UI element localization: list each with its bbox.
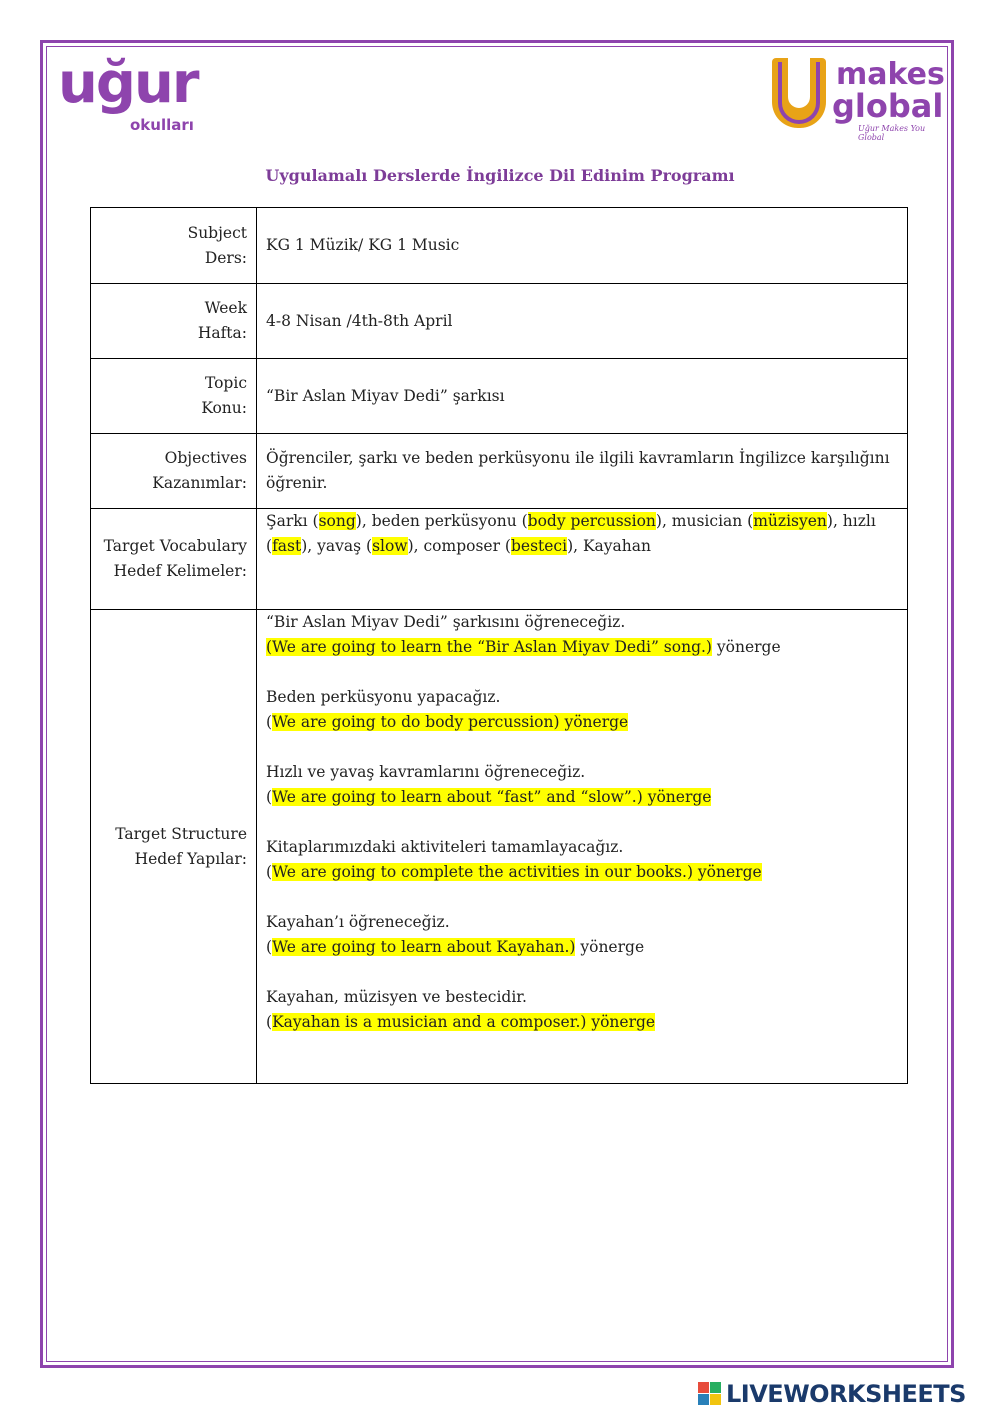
structure-tr: Kayahan, müzisyen ve bestecidir. — [266, 988, 527, 1006]
ugur-okullari-logo — [58, 51, 218, 142]
row-vocabulary — [91, 509, 908, 610]
structure-en-post: yönerge — [711, 638, 781, 656]
structure-en — [266, 785, 897, 810]
structure-en-highlight: (We are going to learn the “Bir Aslan Miyav Dedi” song.) — [266, 638, 712, 656]
structure-en-highlight: Kayahan is a musician and a composer.) yönerge — [272, 1013, 656, 1031]
value-topic: “Bir Aslan Miyav Dedi” şarkısı — [257, 359, 908, 434]
vocab-text: ), hızlı ( — [266, 512, 876, 555]
label-structure — [91, 610, 257, 1084]
value-vocabulary — [257, 509, 908, 610]
structure-en-highlight: We are going to learn about Kayahan.) — [272, 938, 576, 956]
structure-item — [266, 685, 897, 735]
label-en: Target Vocabulary — [103, 537, 247, 555]
vocab-text: ), composer ( — [407, 537, 511, 555]
structure-tr: Kitaplarımızdaki aktiviteleri tamamlayacağız. — [266, 838, 624, 856]
liveworksheets-wordmark: LIVEWORKSHEETS — [726, 1380, 966, 1408]
structure-tr: Hızlı ve yavaş kavramlarını öğreneceğiz. — [266, 763, 586, 781]
structure-tr: Kayahan’ı öğreneceğiz. — [266, 913, 450, 931]
logo-main-text: uğur — [58, 51, 198, 116]
vocab-text: Şarkı ( — [266, 512, 319, 530]
structure-en — [266, 860, 897, 885]
lesson-plan-table — [90, 207, 908, 1084]
label-tr: Hafta: — [197, 324, 247, 342]
structure-en — [266, 710, 897, 735]
structure-en-pre: ( — [266, 713, 273, 731]
row-objectives — [91, 434, 908, 509]
structure-item — [266, 835, 897, 885]
liveworksheets-badge[interactable] — [698, 1380, 992, 1408]
u-makes-global-logo — [770, 58, 945, 142]
value-subject: KG 1 Müzik/ KG 1 Music — [257, 208, 908, 284]
vocab-highlight: müzisyen — [753, 512, 827, 530]
vocab-highlight: song — [318, 512, 356, 530]
structure-en-post: yönerge — [575, 938, 645, 956]
label-vocabulary — [91, 509, 257, 610]
structure-item — [266, 985, 897, 1035]
label-tr: Hedef Yapılar: — [134, 849, 247, 868]
label-subject — [91, 208, 257, 284]
vocab-text: ), yavaş ( — [301, 537, 373, 555]
label-topic — [91, 359, 257, 434]
structure-en-highlight: We are going to complete the activities in our books.) yönerge — [272, 863, 762, 881]
structure-en-pre: ( — [266, 788, 273, 806]
structure-en — [266, 935, 897, 960]
structure-item — [266, 760, 897, 810]
structure-en-highlight: We are going to learn about “fast” and “slow”.) yönerge — [272, 788, 712, 806]
value-week: 4-8 Nisan /4th-8th April — [257, 284, 908, 359]
vocab-text: ), Kayahan — [567, 537, 651, 555]
logo-word-makes: makes — [836, 57, 945, 92]
value-structure — [257, 610, 908, 1084]
structure-tr: “Bir Aslan Miyav Dedi” şarkısını öğreneceğiz. — [266, 613, 626, 631]
row-topic — [91, 359, 908, 434]
label-en: Topic — [204, 374, 247, 392]
logo-tagline: Uğur Makes You Global — [858, 124, 926, 142]
u-letter-icon — [772, 58, 826, 128]
vocab-text: ), musician ( — [655, 512, 754, 530]
structure-item — [266, 610, 897, 660]
label-tr: Konu: — [201, 399, 247, 417]
label-objectives — [91, 434, 257, 509]
value-objectives: Öğrenciler, şarkı ve beden perküsyonu ile ilgili kavramların İngilizce karşılığını öğrenir. — [257, 434, 908, 509]
vocab-highlight: slow — [372, 537, 408, 555]
vocab-highlight: besteci — [510, 537, 568, 555]
vocab-highlight: fast — [272, 537, 302, 555]
structure-tr: Beden perküsyonu yapacağız. — [266, 688, 501, 706]
row-subject — [91, 208, 908, 284]
label-en: Week — [204, 299, 247, 317]
vocab-highlight: body percussion — [527, 512, 656, 530]
structure-en-pre: ( — [266, 863, 273, 881]
label-en: Target Structure — [115, 824, 247, 843]
liveworksheets-logo-icon — [698, 1382, 722, 1406]
label-en: Subject — [187, 223, 247, 242]
structure-en-highlight: We are going to do body percussion) yönerge — [272, 713, 629, 731]
structure-en — [266, 1010, 897, 1035]
label-week — [91, 284, 257, 359]
label-tr: Hedef Kelimeler: — [113, 562, 247, 580]
structure-en-pre: ( — [266, 1013, 273, 1031]
document-title: Uygulamalı Derslerde İngilizce Dil Edinim Programı — [265, 166, 735, 185]
structure-item — [266, 910, 897, 960]
row-structure — [91, 610, 908, 1084]
vocab-text: ), beden perküsyonu ( — [355, 512, 528, 530]
label-tr: Ders: — [204, 248, 247, 267]
logo-word-global: global — [832, 87, 944, 125]
label-en: Objectives — [164, 449, 247, 467]
row-week — [91, 284, 908, 359]
structure-en — [266, 635, 897, 660]
structure-en-pre: ( — [266, 938, 273, 956]
label-tr: Kazanımlar: — [152, 474, 247, 492]
logo-sub-text: okulları — [130, 116, 194, 134]
